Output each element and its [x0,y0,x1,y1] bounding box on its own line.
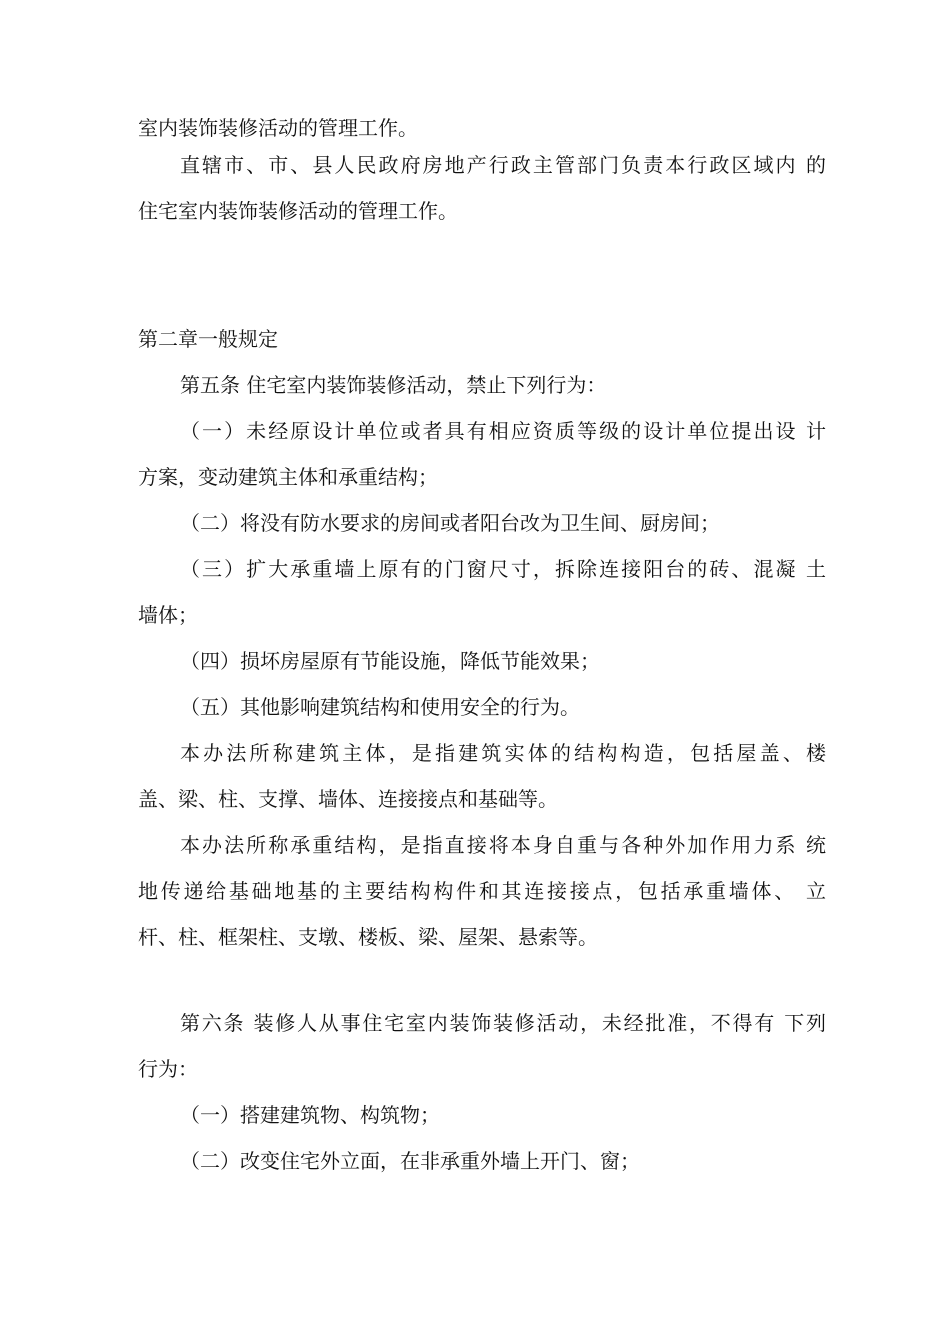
paragraph-line: 本办法所称承重结构，是指直接将本身自重与各种外加作用力系 统 [180,833,826,857]
chapter-heading: 第二章一般规定 [138,327,278,351]
list-item: （一）未经原设计单位或者具有相应资质等级的设计单位提出设 计 [180,419,826,443]
article-heading: 第五条 住宅室内装饰装修活动，禁止下列行为： [180,373,607,397]
article-heading: 第六条 装修人从事住宅室内装饰装修活动，未经批准，不得有 下列 [180,1011,826,1035]
list-item: （三）扩大承重墙上原有的门窗尺寸，拆除连接阳台的砖、混凝 土 [180,557,826,581]
list-item: （二）将没有防水要求的房间或者阳台改为卫生间、厨房间； [180,511,720,535]
list-item: （五）其他影响建筑结构和使用安全的行为。 [180,695,580,719]
paragraph-line: 直辖市、市、县人民政府房地产行政主管部门负责本行政区域内 的 [180,153,826,177]
paragraph-line: 室内装饰装修活动的管理工作。 [138,116,418,140]
paragraph-line: 住宅室内装饰装修活动的管理工作。 [138,199,458,223]
list-item: （一）搭建建筑物、构筑物； [180,1103,440,1127]
list-item: （二）改变住宅外立面，在非承重外墙上开门、窗； [180,1149,640,1173]
paragraph-line: 本办法所称建筑主体，是指建筑实体的结构构造，包括屋盖、楼 [180,741,826,765]
paragraph-line: 杆、柱、框架柱、支墩、楼板、梁、屋架、悬索等。 [138,925,598,949]
paragraph-line: 墙体； [138,603,198,627]
paragraph-line: 盖、梁、柱、支撑、墙体、连接接点和基础等。 [138,787,558,811]
paragraph-line: 地传递给基础地基的主要结构构件和其连接接点，包括承重墙体、 立 [138,879,826,903]
paragraph-line: 方案，变动建筑主体和承重结构； [138,465,438,489]
paragraph-line: 行为： [138,1057,198,1081]
list-item: （四）损坏房屋原有节能设施，降低节能效果； [180,649,600,673]
